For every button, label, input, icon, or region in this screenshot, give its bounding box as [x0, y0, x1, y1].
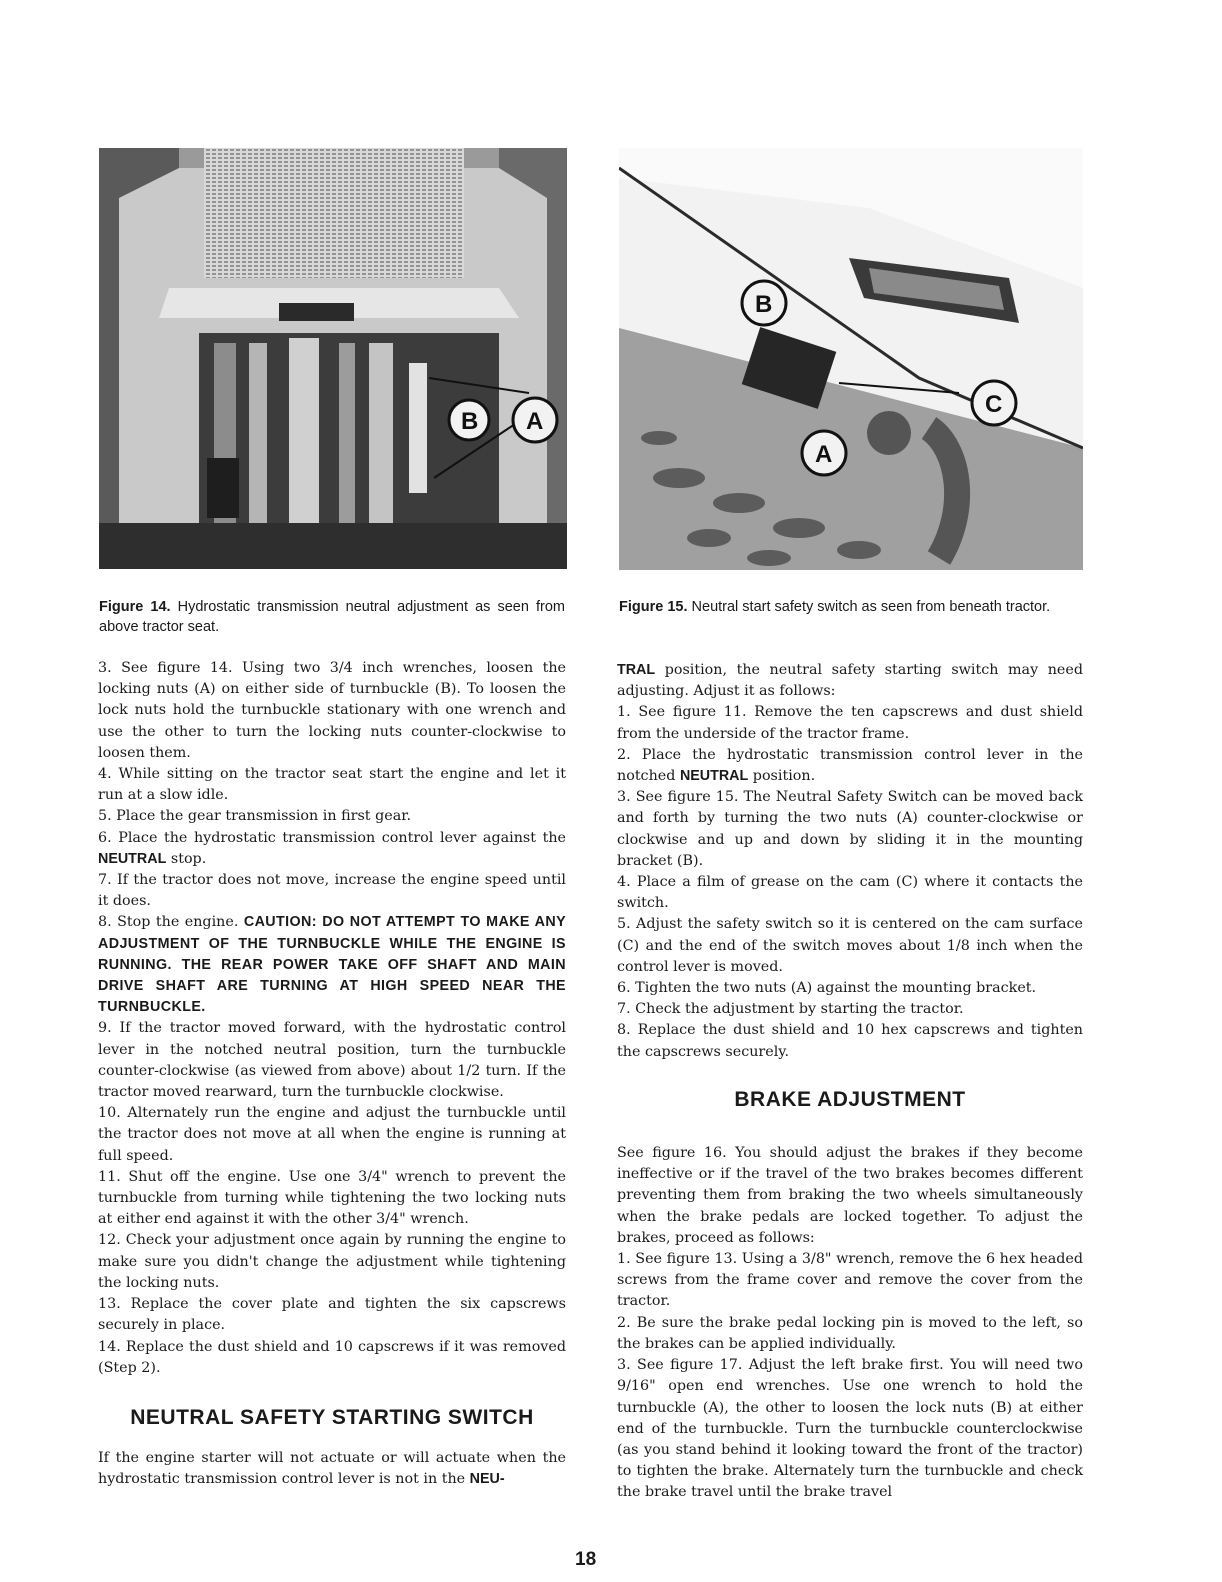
step-10: 10. Alternately run the engine and adjust the turnbuckle until the tractor does not move at all when the engine is running at full speed. — [98, 1105, 566, 1164]
switch-step-6: 6. Tighten the two nuts (A) against the mounting bracket. — [617, 980, 1037, 997]
fig15-callout-a: A — [815, 441, 833, 468]
figure-15-illustration — [619, 148, 1083, 570]
switch-step-2-neutral: NEUTRAL — [679, 768, 749, 785]
step-12: 12. Check your adjustment once again by running the engine to make sure you didn't change the adjustment while tightening the locking nuts. — [98, 1232, 566, 1291]
figure-15-caption — [619, 597, 1083, 617]
step-9: 9. If the tractor moved forward, with the hydrostatic control lever in the notched neutral position, turn the turnbuckle counter-clockwise (as viewed from above) about 1/2 turn. If the tractor moved rearward, turn the turnbuckle clockwise. — [98, 1020, 566, 1101]
figure-15-photo — [619, 148, 1083, 570]
brake-step-2: 2. Be sure the brake pedal locking pin is moved to the left, so the brakes can be applied individually. — [617, 1314, 1083, 1352]
brake-step-1: 1. See figure 13. Using a 3/8" wrench, remove the 6 hex headed screws from the frame cover and remove the cover from the tractor. — [617, 1251, 1083, 1310]
neutral-cont-text: position, the neutral safety starting switch may need adjusting. Adjust it as follows: — [617, 662, 1083, 700]
heading-brake-adjustment: BRAKE ADJUSTMENT — [734, 1087, 966, 1111]
neutral-intro — [98, 1448, 566, 1490]
step-13: 13. Replace the cover plate and tighten the six capscrews securely in place. — [98, 1296, 566, 1334]
fig15-callout-c: C — [985, 391, 1003, 418]
page-number: 18 — [575, 1549, 597, 1570]
switch-step-5: 5. Adjust the safety switch so it is centered on the cam surface (C) and the end of the switch moves about 1/8 inch when the control lever is moved. — [617, 916, 1083, 975]
figure-14-illustration — [99, 148, 567, 569]
step-8-text: 8. Stop the engine. — [98, 914, 239, 931]
step-6 — [98, 828, 566, 870]
brake-intro: See figure 16. You should adjust the brakes if they become ineffective or if the travel of the two brakes becomes different preventing them from braking the two wheels simultaneously when the brake pedals are locked together. To adjust the brakes, proceed as follows: — [617, 1145, 1083, 1246]
step-11: 11. Shut off the engine. Use one 3/4" wrench to prevent the turnbuckle from turning while tightening the two locking nuts at either end against it with the other 3/4" wrench. — [98, 1168, 566, 1228]
neutral-intro-text: If the engine starter will not actuate or will actuate when the hydrostatic transmission control lever is not in the — [98, 1450, 566, 1488]
neutral-cont — [617, 660, 1083, 702]
neutral-intro-bold: NEU- — [469, 1471, 505, 1488]
step-6-text: 6. Place the hydrostatic transmission control lever against the — [98, 829, 566, 846]
step-6-neutral: NEUTRAL — [98, 850, 167, 867]
fig15-callout-b: B — [755, 291, 773, 318]
figure-15-number: Figure 15. — [619, 599, 688, 615]
figure-14-caption-text: Hydrostatic transmission neutral adjustment as seen from above tractor seat. — [99, 599, 565, 635]
step-5: 5. Place the gear transmission in first gear. — [98, 808, 412, 825]
right-column — [617, 660, 1083, 1504]
caution-warning: CAUTION: DO NOT ATTEMPT TO MAKE ANY ADJUSTMENT OF THE TURNBUCKLE WHILE THE ENGINE IS RUNNING. THE REAR POWER TAKE OFF SHAFT AND MAIN DRIVE SHAFT ARE TURNING AT HIGH SPEED NEAR THE TURNBUCKLE. — [98, 914, 567, 1016]
switch-step-1: 1. See figure 11. Remove the ten capscrews and dust shield from the underside of the tractor frame. — [617, 704, 1083, 742]
switch-step-2-text: 2. Place the hydrostatic transmission control lever in the notched — [617, 746, 1083, 785]
step-3: 3. See figure 14. Using two 3/4 inch wrenches, loosen the locking nuts (A) on either side of turnbuckle (B). To loosen the lock nuts hold the turnbuckle stationary with one wrench and use the other to turn the locking nuts counter-clockwise to loosen them. — [98, 660, 566, 761]
heading-neutral-safety-switch: NEUTRAL SAFETY STARTING SWITCH — [130, 1405, 534, 1429]
fig14-callout-a: A — [526, 408, 544, 435]
brake-step-3: 3. See figure 17. Adjust the left brake first. You will need two 9/16" open end wrenches. Use one wrench to hold the turnbuckle (A), the other to loosen the lock nuts (B) at either end of the turnbuckle. Turn the turnbuckle counterclockwise (as you stand behind it looking toward the front of the tractor) to tighten the brake. Alternately turn the turnbuckle and check the brake travel until the brake travel — [617, 1357, 1083, 1501]
left-column — [98, 658, 566, 1491]
figure-15-caption-text: Neutral start safety switch as seen from beneath tractor. — [691, 599, 1051, 615]
figure-14-photo — [99, 148, 567, 569]
switch-step-8: 8. Replace the dust shield and 10 hex capscrews and tighten the capscrews securely. — [617, 1022, 1083, 1060]
switch-step-2-end: position. — [752, 768, 816, 785]
switch-step-2 — [617, 745, 1083, 787]
step-4: 4. While sitting on the tractor seat start the engine and let it run at a slow idle. — [98, 766, 566, 804]
switch-step-4: 4. Place a film of grease on the cam (C) where it contacts the switch. — [617, 874, 1083, 912]
neutral-cont-bold: TRAL — [617, 662, 656, 678]
fig14-callout-b: B — [461, 408, 479, 435]
figure-14-caption — [99, 597, 565, 637]
figure-14-number: Figure 14. — [99, 599, 171, 615]
switch-step-3: 3. See figure 15. The Neutral Safety Switch can be moved back and forth by turning the two nuts (A) counter-clockwise or clockwise and up and down by sliding it in the mounting bracket (B). — [617, 789, 1083, 869]
switch-step-7: 7. Check the adjustment by starting the tractor. — [617, 1001, 964, 1018]
step-14: 14. Replace the dust shield and 10 capscrews if it was removed (Step 2). — [98, 1338, 566, 1376]
step-8 — [98, 912, 566, 1018]
step-7: 7. If the tractor does not move, increase the engine speed until it does. — [98, 872, 566, 910]
step-6-end: stop. — [170, 850, 207, 867]
